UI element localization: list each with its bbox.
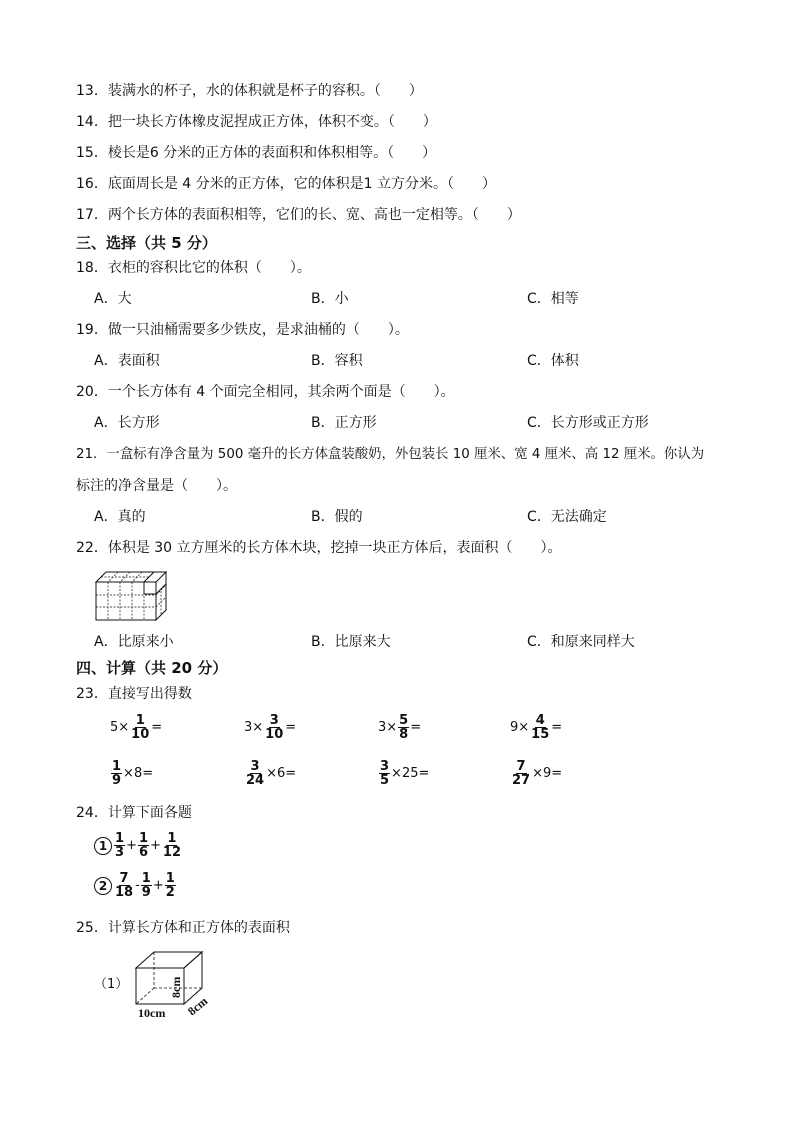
q22-option-c: C．和原来同样大 bbox=[527, 634, 635, 650]
question-17: 17．两个长方体的表面积相等，它们的长、宽、高也一定相等。（ ） bbox=[76, 207, 521, 223]
q18-option-b: B．小 bbox=[311, 291, 349, 307]
q19-option-c: C．体积 bbox=[527, 353, 579, 369]
q23-expr: $\frac{3}{5}$ ×25= bbox=[380, 759, 430, 788]
question-14: 14．把一块长方体橡皮泥捏成正方体，体积不变。（ ） bbox=[76, 114, 437, 130]
q20-option-a: A．长方形 bbox=[94, 415, 160, 431]
q24-expr-1: 1 $\frac{1}{3}$ + $\frac{1}{6}$ + $\frac{1}{12}$ bbox=[94, 832, 183, 859]
question-15: 15．棱长是6 分米的正方体的表面积和体积相等。（ ） bbox=[76, 145, 437, 161]
q23-expr: 3× $\frac{3}{10}$ = bbox=[244, 713, 297, 742]
q23-expr: 5× $\frac{1}{10}$ = bbox=[110, 713, 163, 742]
section-title-calculation: 四、计算（共 20 分） bbox=[76, 659, 228, 677]
question-22-stem: 22．体积是 30 立方厘米的长方体木块，挖掉一块正方体后，表面积（ ）。 bbox=[76, 540, 562, 556]
section-title-choice: 三、选择（共 5 分） bbox=[76, 234, 217, 252]
question-18-stem: 18．衣柜的容积比它的体积（ ）。 bbox=[76, 260, 311, 276]
q22-option-a: A．比原来小 bbox=[94, 634, 174, 650]
q19-option-b: B．容积 bbox=[311, 353, 363, 369]
dim-width-label: 8cm bbox=[184, 993, 211, 1019]
circled-number: 1 bbox=[94, 837, 112, 855]
q18-option-a: A．大 bbox=[94, 291, 132, 307]
question-25-title: 25．计算长方体和正方体的表面积 bbox=[76, 920, 290, 936]
cuboid-figure bbox=[130, 948, 230, 1022]
q18-option-c: C．相等 bbox=[527, 291, 579, 307]
q20-option-c: C．长方形或正方形 bbox=[527, 415, 649, 431]
question-16: 16．底面周长是 4 分米的正方体，它的体积是1 立方分米。（ ） bbox=[76, 176, 496, 192]
question-24-title: 24．计算下面各题 bbox=[76, 805, 192, 821]
q19-option-a: A．表面积 bbox=[94, 353, 160, 369]
q23-expr: 9× $\frac{4}{15}$ = bbox=[510, 713, 563, 742]
circled-number: 2 bbox=[94, 877, 112, 895]
q20-option-b: B．正方形 bbox=[311, 415, 377, 431]
q23-expr: $\frac{7}{27}$ ×9= bbox=[512, 759, 563, 788]
q22-option-b: B．比原来大 bbox=[311, 634, 391, 650]
q25-part-label: （1） bbox=[94, 977, 129, 992]
question-21-stem-line1: 21．一盒标有净含量为 500 毫升的长方体盒装酸奶，外包装长 10 厘米、宽 4 厘米、高 12 厘米。你认为 bbox=[76, 447, 705, 462]
q24-expr-2: 2 $\frac{7}{18}$ - $\frac{1}{9}$ + $\frac{1}{2}$ bbox=[94, 872, 177, 899]
q21-option-c: C．无法确定 bbox=[527, 509, 607, 525]
question-19-stem: 19．做一只油桶需要多少铁皮，是求油桶的（ ）。 bbox=[76, 322, 409, 338]
question-20-stem: 20．一个长方体有 4 个面完全相同，其余两个面是（ ）。 bbox=[76, 384, 455, 400]
dim-length-label: 10cm bbox=[138, 1006, 166, 1020]
q23-expr: $\frac{1}{9}$ ×8= bbox=[112, 759, 154, 788]
question-21-stem-line2: 标注的净含量是（ ）。 bbox=[76, 478, 237, 494]
cube-block-figure bbox=[94, 570, 170, 622]
dim-height-label: 8cm bbox=[169, 976, 183, 998]
q23-expr: $\frac{3}{24}$ ×6= bbox=[246, 759, 297, 788]
question-13: 13．装满水的杯子，水的体积就是杯子的容积。（ ） bbox=[76, 83, 423, 99]
q21-option-b: B．假的 bbox=[311, 509, 363, 525]
question-23-title: 23．直接写出得数 bbox=[76, 686, 192, 702]
q21-option-a: A．真的 bbox=[94, 509, 146, 525]
q23-expr: 3× $\frac{5}{8}$ = bbox=[378, 713, 422, 742]
